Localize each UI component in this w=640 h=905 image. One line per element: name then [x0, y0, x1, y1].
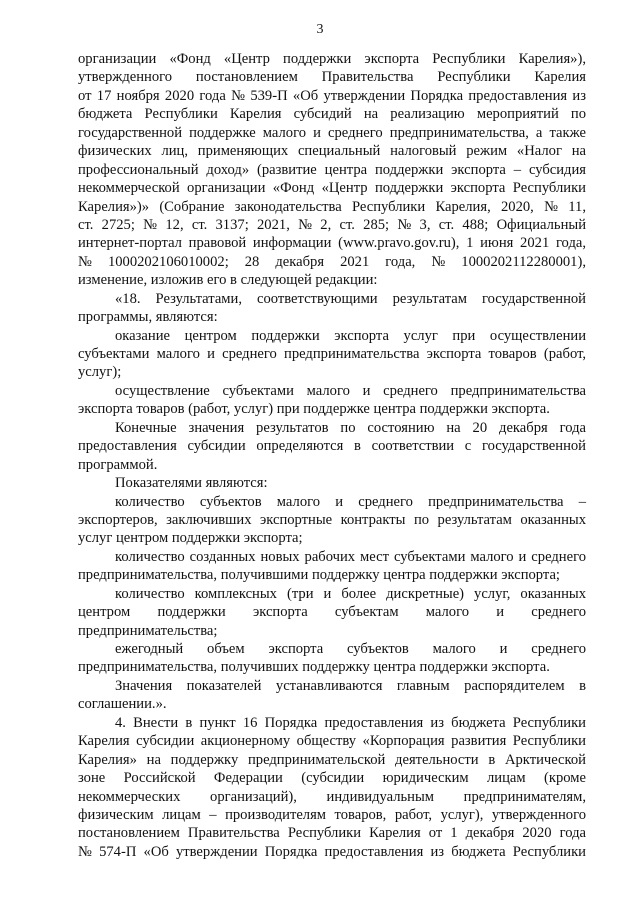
text-line: № 1000202106010002; 28 декабря 2021 года, № 1000202112280001), [78, 253, 586, 270]
text-line: некоммерческих организаций), индивидуальным предпринимателям, [78, 788, 586, 805]
text-line: услуг центром поддержки экспорта; [78, 530, 303, 547]
text-line: государственной поддержке малого и среднего предпринимательства, а также [78, 124, 586, 141]
text-line: услуг); [78, 364, 122, 381]
page-number: 3 [316, 22, 324, 37]
text-line: от 17 ноября 2020 года № 539-П «Об утверждении Порядка предоставления из [78, 87, 586, 104]
text-line: физических лиц, применяющих специальный налоговый режим «Налог на [78, 143, 586, 160]
text-line: количество субъектов малого и среднего предпринимательства – [115, 493, 586, 510]
text-line: Карелия субсидии акционерному обществу «Корпорация развития Республики [78, 733, 586, 750]
text-line: 4. Внести в пункт 16 Порядка предоставления из бюджета Республики [115, 714, 586, 731]
text-line: Карелия»)» (Собрание законодательства Республики Карелия, 2020, № 11, [78, 198, 586, 215]
text-line: Конечные значения результатов по состоянию на 20 декабря года [115, 419, 586, 436]
text-line: физическим лицам – производителям товаров, работ, услуг), утвержденного [78, 806, 586, 823]
text-line: предпринимательства; [78, 622, 218, 639]
text-line: ст. 2725; № 12, ст. 3137; 2021, № 2, ст. 285; № 3, ст. 488; Официальный [78, 216, 586, 233]
text-line: предпринимательства, получившими поддержку центра поддержки экспорта; [78, 567, 560, 584]
text-line: Карелия» на поддержку предпринимательской деятельности в Арктической [78, 751, 586, 768]
document-body [78, 50, 586, 861]
text-line: предпринимательства, получивших поддержку центра поддержки экспорта. [78, 659, 550, 676]
text-line: интернет-портал правовой информации (www.pravo.gov.ru), 1 июня 2021 года, [78, 235, 586, 252]
text-line: утвержденного постановлением Правительства Республики Карелия [78, 69, 586, 86]
text-line: оказание центром поддержки экспорта услуг при осуществлении [115, 327, 586, 344]
text-line: Значения показателей устанавливаются главным распорядителем в [115, 677, 586, 694]
text-line: количество комплексных (три и более дискретные) услуг, оказанных [115, 585, 586, 602]
text-line: организации «Фонд «Центр поддержки экспорта Республики Карелия»), [78, 51, 586, 67]
text-line: осуществление субъектами малого и среднего предпринимательства [115, 382, 586, 399]
text-line: программы, являются: [78, 309, 218, 326]
text-line: экспортеров, заключивших экспортные контракты по результатам оказанных [78, 511, 586, 528]
text-line: субъектами малого и среднего предпринимательства экспорта товаров (работ, [78, 346, 586, 362]
text-line: № 574-П «Об утверждении Порядка предоставления из бюджета Республики [78, 843, 586, 860]
text-line: зоне Российской Федерации (субсидии юридическим лицам (кроме [78, 770, 586, 787]
text-line: «18. Результатами, соответствующими результатам государственной [115, 290, 586, 307]
text-line: постановлением Правительства Республики Карелия от 1 декабря 2020 года [78, 825, 586, 842]
text-line: центром поддержки экспорта субъектам малого и среднего [78, 604, 586, 621]
text-line: предоставления субсидии определяются в соответствии с государственной [78, 438, 586, 455]
text-line: Показателями являются: [115, 475, 268, 492]
text-line: ежегодный объем экспорта субъектов малого и среднего [115, 641, 586, 657]
text-line: экспорта товаров (работ, услуг) при поддержке центра поддержки экспорта. [78, 401, 550, 418]
text-line: изменение, изложив его в следующей редакции: [78, 272, 378, 289]
text-line: количество созданных новых рабочих мест субъектами малого и среднего [115, 548, 586, 565]
text-line: бюджета Республики Карелия субсидий на реализацию мероприятий по [78, 106, 586, 123]
text-line: соглашении.». [78, 696, 167, 713]
text-line: профессиональный доход» (развитие центра поддержки экспорта – субсидия [78, 161, 586, 178]
text-line: программой. [78, 456, 158, 473]
text-line: некоммерческой организации «Фонд «Центр поддержки экспорта Республики [78, 180, 586, 197]
